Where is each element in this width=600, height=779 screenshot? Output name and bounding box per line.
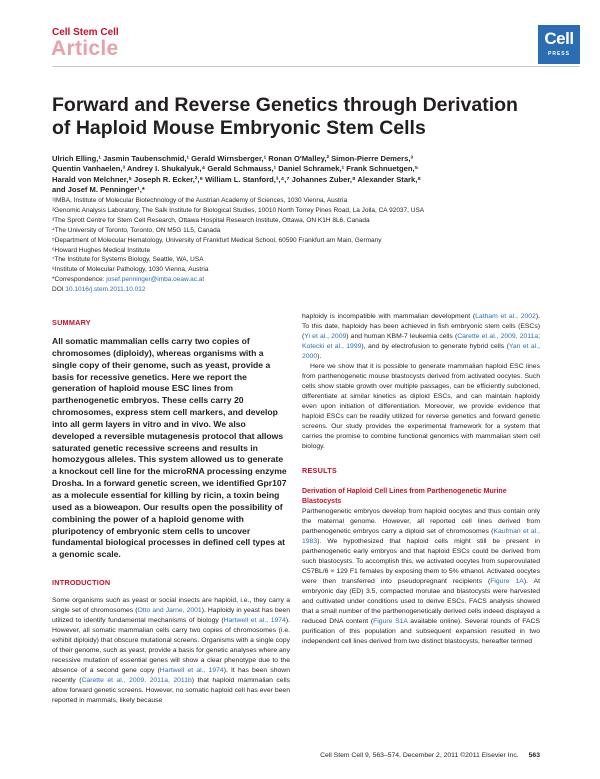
reference-link[interactable]: Hartwell et al., 1974	[223, 617, 286, 625]
introduction-paragraph-2: Here we show that it is possible to generate mammalian haploid ESC lines from parthenogenetic mouse blastocysts derived from activated oocytes. Such cells show stable growth over multiple passages, can be efficiently subcloned, differentiate at similar kinetics as diploid ESCs, and can maintain haploidy even upon initiation of differentiation. Moreover, we provide evidence that haploid ESCs can be readily utilized for reverse genetics and forward genetic screens. Our study provides the experimental framework for a system that carries the promise to combine functional genomics with mammalian stem cell biology.	[302, 363, 540, 451]
introduction-paragraph	[52, 596, 290, 706]
correspondence	[52, 275, 552, 285]
author-line: Harald von Melchner,⁵ Joseph R. Ecker,²,⁶ William L. Stanford,³,⁴,⁷ Johannes Zuber,⁸ Alexander Stark,⁸	[52, 174, 421, 184]
results-paragraph	[302, 507, 540, 647]
text-run: ).	[317, 353, 322, 361]
affiliation: ⁵Department of Molecular Hematology, University of Frankfurt Medical School, 60590 Frankfurt am Main, Germany	[52, 236, 382, 244]
logo-sub: PRESS	[548, 51, 570, 57]
text-run: ). It has been shown recently (	[52, 667, 290, 685]
reference-link[interactable]: Kaufman et al., 1983	[302, 528, 540, 546]
correspondence-label: *Correspondence:	[52, 276, 107, 284]
introduction-heading: INTRODUCTION	[52, 578, 111, 588]
text-run: ). We hypothesized that haploid cells might still be present in parthenogenetic early embryos and that haploid ESCs could be derived from such blastocysts. To accomplish this, we activated oocytes from superovulated C57BL/6 × 129 F1 females by exposing them to 5% ethanol. Activated oocytes were then transferred into pseudopregnant recipients (	[302, 538, 540, 586]
results-heading: RESULTS	[302, 466, 337, 476]
author-line: Ulrich Elling,¹ Jasmin Taubenschmid,¹ Gerald Wirnsberger,¹ Ronan O'Malley,² Simon-Pierre Demers,³	[52, 154, 413, 163]
cell-press-logo	[538, 25, 580, 64]
author-list	[52, 154, 552, 196]
reference-link[interactable]: Otto and Jarne, 2001	[137, 607, 202, 615]
reference-link[interactable]: Latham et al., 2002	[475, 313, 536, 320]
summary-heading: SUMMARY	[52, 318, 91, 327]
text-run: ). To this date, haploidy has been achieved in fish embryonic stem cells (ESCs) (	[302, 313, 540, 341]
text-run: ) and human KBM-7 leukemia cells (	[346, 333, 458, 341]
figure-link[interactable]: Figure S1A	[373, 618, 408, 626]
reference-link[interactable]: Yan et al., 2000	[302, 343, 540, 361]
text-run: ) that haploid mammalian cells allow forward genetic screens. However, no somatic haploid cell has ever been reported in mammals, likely because	[52, 677, 290, 705]
text-run: ). At embryonic day (ED) 3.5, compacted morulae and blastocysts were harvested and cultivated under conditions used to derive ESCs. FACS analysis showed that a small number of the parthenogenetically derived cells indeed displayed a reduced DNA content (	[302, 578, 541, 626]
doi-label: DOI	[52, 286, 66, 294]
text-run: Some organisms such as yeast or social insects are haploid, i.e., they carry a single set of chromosomes (	[52, 597, 290, 615]
doi-link[interactable]: 10.1016/j.stem.2011.10.012	[65, 286, 146, 294]
section-label: Article	[51, 37, 119, 60]
text-run: ;	[538, 333, 541, 341]
affiliation: ⁴The University of Toronto, Toronto, ON M5G 1L5, Canada	[52, 226, 221, 234]
reference-link[interactable]: Carette et al., 2009, 2011a, 2011b	[81, 677, 192, 685]
affiliation: ⁶Howard Hughes Medical Institute	[52, 246, 151, 254]
left-column	[52, 318, 290, 706]
journal-name: Cell Stem Cell	[52, 27, 119, 38]
doi	[52, 285, 552, 295]
header-divider	[52, 66, 580, 67]
right-column	[302, 312, 540, 647]
affiliation: ⁸Institute of Molecular Pathology, 1030 Vienna, Austria	[52, 266, 209, 274]
author-line: and Josef M. Penninger¹,*	[52, 185, 145, 195]
text-run: ), and by electrofusion to generate hybrid cells (	[361, 343, 509, 351]
page-footer	[320, 752, 540, 759]
affiliation-list	[52, 196, 552, 295]
logo-word: Cell	[544, 29, 574, 48]
affiliation: ⁷The Institute for Systems Biology, Seattle, WA, USA	[52, 256, 204, 264]
text-run: haploidy is incompatible with mammalian development (	[302, 313, 476, 320]
page-number: 563	[528, 752, 540, 759]
author-line: Quentin Vanhaelen,³ Andrey I. Shukalyuk,⁴ Gerald Schmauss,¹ Daniel Schramek,¹ Frank Schnuetgen,⁵	[52, 164, 419, 174]
results-subheading: Derivation of Haploid Cell Lines from Parthenogenetic Murine Blastocysts	[302, 488, 507, 506]
affiliation: ³The Sprott Centre for Stem Cell Research, Ottawa Hospital Research Institute, Ottawa, ON K1H 8L6, Canada	[52, 216, 370, 224]
reference-link[interactable]: Kotecki et al., 1999	[302, 343, 362, 351]
article-title: Forward and Reverse Genetics through Derivation of Haploid Mouse Embryonic Stem Cells	[52, 94, 518, 139]
correspondence-email-link[interactable]: josef.penninger@imba.oeaw.ac.at	[106, 276, 205, 284]
affiliation: ¹IMBA, Institute of Molecular Biotechnology of the Austrian Academy of Sciences, 1030 Vienna, Austria	[52, 197, 348, 204]
reference-link[interactable]: Hartwell et al., 1974	[159, 667, 224, 675]
text-run: available online). Several rounds of FACS purification of this population and subsequent expansion resulted in two independent cell lines derived from two distinct blastocysts, hereafter termed	[302, 618, 540, 646]
introduction-continued-paragraph	[302, 312, 540, 362]
footer-citation: Cell Stem Cell 9, 563–574, December 2, 2011 ©2011 Elsevier Inc.	[320, 752, 519, 759]
summary-text: All somatic mammalian cells carry two copies of chromosomes (diploidy), whereas organisms with a single copy of their genome, such as yeast, provide a basis for recessive genetics. Here we report the generation of haploid mouse ESC lines from parthenogenetic embryos. These cells carry 20 chromosomes, express stem cell markers, and develop into all germ layers in vitro and in vivo. We also developed a reversible mutagenesis protocol that allows saturated genetic recessive screens and results in homozygous alleles. This system allowed us to generate a knockout cell line for the microRNA processing enzyme Drosha. In a forward genetic screen, we identified Gpr107 as a molecule essential for killing by ricin, a toxin being used as a bioweapon. Our results open the possibility of combining the power of a haploid genome with pluripotency of embryonic stem cells to uncover fundamental biological processes in defined cell types at a genomic scale.	[52, 336, 287, 560]
reference-link[interactable]: Yi et al., 2009	[304, 333, 347, 341]
text-run: ). However, all somatic mammalian cells carry two copies of chromosomes (i.e. exhibit diploidy) that obscure mutational screens. Organisms with a single copy of their genome, such as yeast, provide a basis for genetic analyses where any recessive mutation of essential genes will show a clear phenotype due to the absence of a second gene copy (	[52, 617, 290, 675]
text-run: Parthenogenetic embryos develop from haploid oocytes and thus contain only the maternal genome. However, all reported cell lines derived from parthenogenetic embryos carry a diploid set of chromosomes (	[302, 508, 540, 536]
figure-link[interactable]: Figure 1A	[490, 578, 524, 586]
reference-link[interactable]: Carette et al., 2009, 2011a	[457, 333, 539, 341]
affiliation: ²Genomic Analysis Laboratory, The Salk Institute for Biological Studies, 10010 North Torrey Pines Road, La Jolla, CA 92037, USA	[52, 206, 425, 214]
text-run: ). Haploidy in yeast has been utilized to identify fundamental mechanisms of biology (	[52, 607, 290, 625]
